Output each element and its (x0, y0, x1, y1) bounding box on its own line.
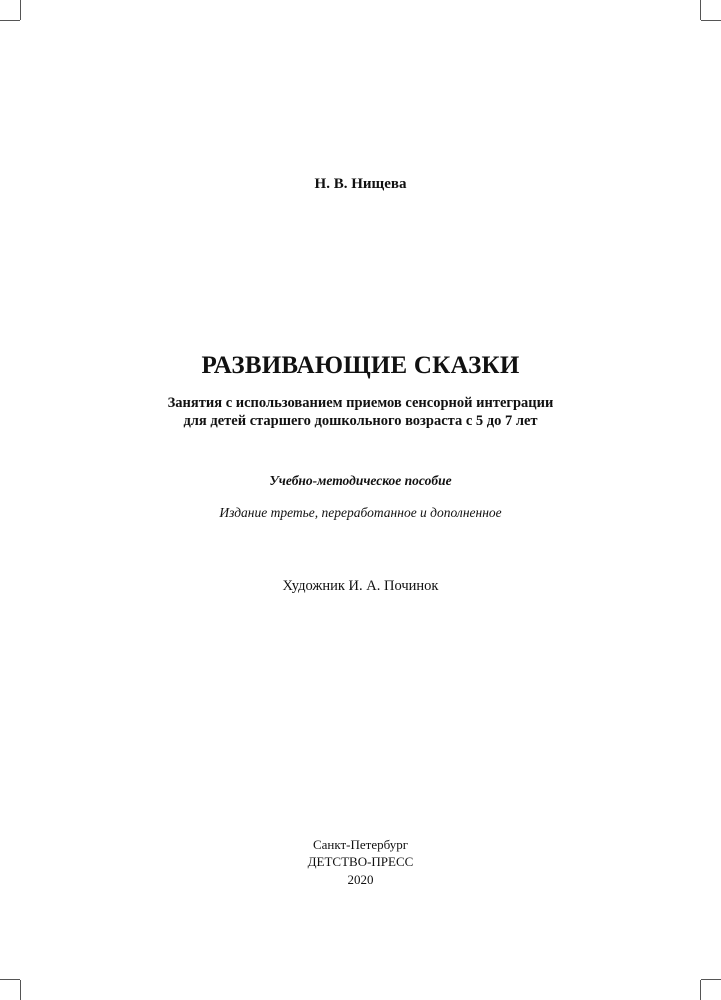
crop-mark-bottom-left-horizontal (0, 979, 20, 980)
subtitle-line-2: для детей старшего дошкольного возраста с 5 до 7 лет (183, 413, 538, 429)
crop-mark-top-right-horizontal (701, 20, 721, 21)
crop-mark-top-right-vertical (700, 0, 701, 20)
crop-mark-bottom-right-vertical (700, 980, 701, 1000)
subtitle-line-1: Занятия с использованием приемов сенсорной интеграции (167, 395, 554, 411)
crop-mark-top-left-vertical (20, 0, 21, 20)
document-type: Учебно-методическое пособие (269, 473, 452, 488)
crop-mark-bottom-left-vertical (20, 980, 21, 1000)
edition-note: Издание третье, переработанное и дополненное (219, 505, 502, 520)
author-name: Н. В. Нищева (314, 176, 407, 192)
imprint-year: 2020 (347, 872, 374, 887)
book-title: РАЗВИВАЮЩИЕ СКАЗКИ (201, 352, 520, 379)
illustrator-credit: Художник И. А. Починок (282, 578, 439, 594)
imprint-city: Санкт-Петербург (312, 837, 409, 852)
crop-mark-bottom-right-horizontal (701, 979, 721, 980)
crop-mark-top-left-horizontal (0, 20, 20, 21)
imprint-publisher: ДЕТСТВО-ПРЕСС (307, 854, 414, 869)
